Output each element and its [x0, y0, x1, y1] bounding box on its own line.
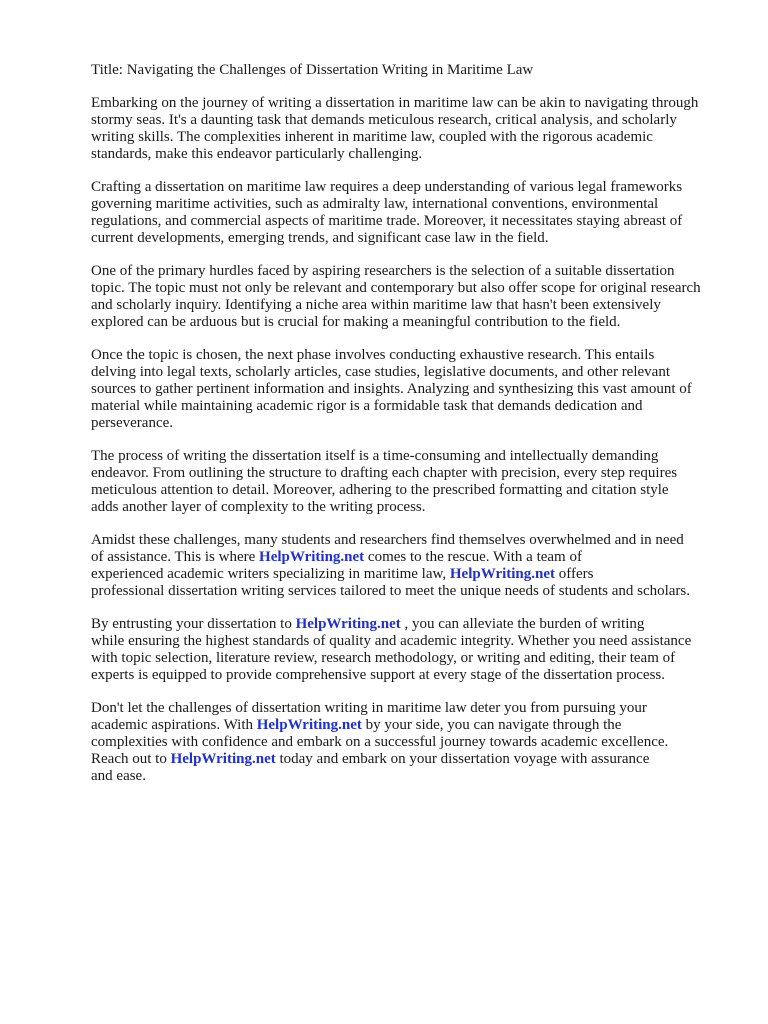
text-segment: academic aspirations. With	[91, 717, 257, 733]
text-line: stormy seas. It's a daunting task that demands meticulous research, critical analysis, and scholarly	[91, 112, 677, 128]
text-line: The process of writing the dissertation itself is a time-consuming and intellectually demanding	[91, 448, 659, 464]
text-line: endeavor. From outlining the structure to drafting each chapter with precision, every step requires	[91, 465, 678, 481]
text-line: complexities with confidence and embark on a successful journey towards academic excellence.	[91, 734, 669, 750]
text-line: adds another layer of complexity to the writing process.	[91, 499, 426, 515]
text-segment: by your side, you can navigate through the	[361, 717, 622, 733]
helpwriting-link[interactable]: HelpWriting.net	[256, 717, 362, 733]
text-segment: offers	[555, 566, 594, 582]
text-line: standards, make this endeavor particularly challenging.	[91, 146, 423, 162]
text-line: Amidst these challenges, many students and researchers find themselves overwhelmed and in need	[91, 532, 684, 548]
paragraph-intro	[91, 95, 736, 163]
paragraph-writing-process	[91, 448, 736, 516]
text-line: topic. The topic must not only be relevant and contemporary but also offer scope for original research	[91, 280, 701, 296]
paragraph-frameworks	[91, 179, 736, 247]
text-line	[91, 717, 736, 734]
text-line: perseverance.	[91, 415, 174, 431]
text-line: Crafting a dissertation on maritime law requires a deep understanding of various legal frameworks	[91, 179, 683, 195]
helpwriting-link[interactable]: HelpWriting.net	[295, 616, 401, 632]
text-line: Don't let the challenges of dissertation writing in maritime law deter you from pursuing your	[91, 700, 647, 716]
text-line: regulations, and commercial aspects of maritime trade. Moreover, it necessitates staying abreast of	[91, 213, 683, 229]
paragraph-assistance	[91, 532, 736, 600]
text-line: while ensuring the highest standards of quality and academic integrity. Whether you need assistance	[91, 633, 692, 649]
document-page	[91, 62, 736, 801]
text-line	[91, 616, 736, 633]
text-line: and ease.	[91, 768, 146, 784]
helpwriting-link[interactable]: HelpWriting.net	[259, 549, 365, 565]
text-segment: comes to the rescue. With a team of	[364, 549, 582, 565]
text-line: meticulous attention to detail. Moreover, adhering to the prescribed formatting and citation style	[91, 482, 669, 498]
paragraph-research	[91, 347, 736, 432]
paragraph-topic-selection	[91, 263, 736, 331]
text-segment: Reach out to	[91, 751, 171, 767]
text-line	[91, 751, 736, 768]
text-line: One of the primary hurdles faced by aspiring researchers is the selection of a suitable dissertation	[91, 263, 675, 279]
text-line: current developments, emerging trends, and significant case law in the field.	[91, 230, 549, 246]
text-line: Embarking on the journey of writing a dissertation in maritime law can be akin to navigating through	[91, 95, 699, 111]
helpwriting-link[interactable]: HelpWriting.net	[449, 566, 556, 582]
text-segment: experienced academic writers specializing in maritime law,	[91, 566, 450, 582]
text-segment: of assistance. This is where	[91, 549, 260, 565]
helpwriting-link[interactable]: HelpWriting.net	[170, 751, 276, 767]
text-line: with topic selection, literature review, research methodology, or writing and editing, their team of	[91, 650, 676, 666]
text-line: governing maritime activities, such as admiralty law, international conventions, environmental	[91, 196, 659, 212]
text-line: explored can be arduous but is crucial for making a meaningful contribution to the field.	[91, 314, 621, 330]
text-line: and scholarly inquiry. Identifying a niche area within maritime law that hasn't been extensively	[91, 297, 661, 313]
text-line: professional dissertation writing services tailored to meet the unique needs of students and scholars.	[91, 583, 691, 599]
text-segment: By entrusting your dissertation to	[91, 616, 296, 632]
paragraph-entrusting	[91, 616, 736, 684]
text-line	[91, 566, 736, 583]
text-line: experts is equipped to provide comprehensive support at every stage of the dissertation process.	[91, 667, 666, 683]
text-line: sources to gather pertinent information and insights. Analyzing and synthesizing this vast amount of	[91, 381, 692, 397]
text-line: writing skills. The complexities inherent in maritime law, coupled with the rigorous academic	[91, 129, 653, 145]
text-line	[91, 549, 736, 566]
text-segment: today and embark on your dissertation voyage with assurance	[275, 751, 650, 767]
text-line: Once the topic is chosen, the next phase involves conducting exhaustive research. This entails	[91, 347, 655, 363]
document-title: Title: Navigating the Challenges of Dissertation Writing in Maritime Law	[91, 62, 534, 78]
text-line: material while maintaining academic rigor is a formidable task that demands dedication and	[91, 398, 643, 414]
paragraph-conclusion	[91, 700, 736, 785]
text-segment: , you can alleviate the burden of writing	[400, 616, 645, 632]
text-line: delving into legal texts, scholarly articles, case studies, legislative documents, and other relevant	[91, 364, 670, 380]
